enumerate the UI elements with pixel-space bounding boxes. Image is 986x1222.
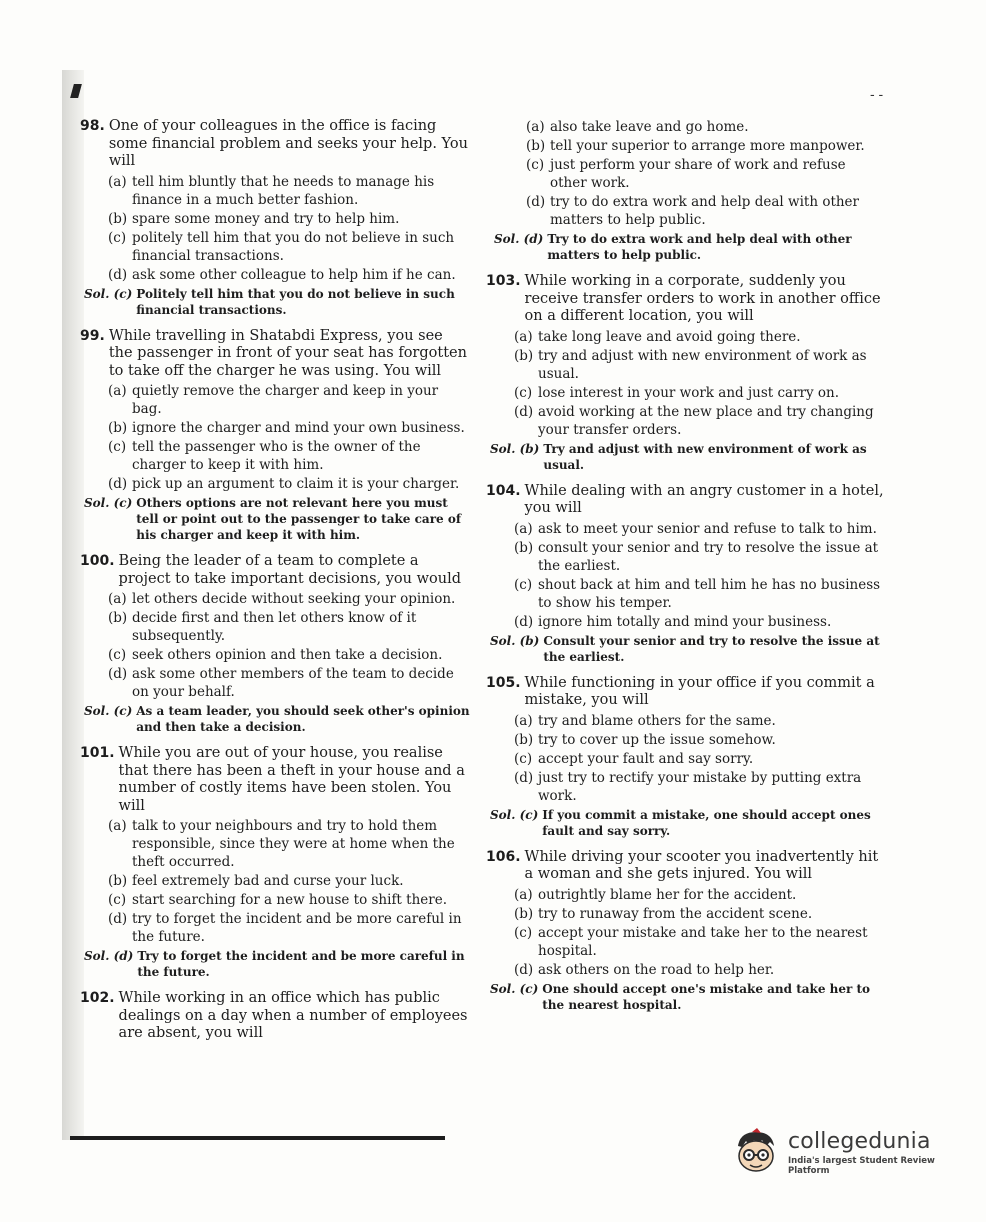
option-tag: (b) [514, 731, 534, 748]
solution-tag: Sol. (c) [84, 496, 133, 510]
option-text: take long leave and avoid going there. [538, 328, 801, 345]
option-text: tell your superior to arrange more manpower. [550, 138, 865, 154]
question-block [486, 483, 884, 665]
option-tag: (c) [526, 157, 545, 173]
option-tag: (a) [514, 886, 533, 903]
option-item [108, 665, 470, 701]
option-text: pick up an argument to claim it is your charger. [132, 476, 460, 492]
question-text: While driving your scooter you inadvertently hit a woman and she gets injured. You will [524, 848, 879, 882]
option-item [514, 924, 884, 960]
option-item [526, 137, 884, 155]
question-text: One of your colleagues in the office is facing some financial problem and seeks your help. You will [108, 118, 468, 169]
option-text: lose interest in your work and just carry on. [538, 384, 840, 401]
option-item [108, 910, 470, 946]
option-tag: (c) [514, 576, 533, 593]
option-list [514, 520, 884, 631]
question-stem [80, 328, 470, 381]
option-text: try to cover up the issue somehow. [538, 731, 776, 748]
option-text: shout back at him and tell him he has no business to show his temper. [538, 576, 881, 611]
option-list [108, 173, 470, 284]
option-tag: (b) [108, 610, 128, 626]
option-list [108, 817, 470, 946]
solution-text: Try and adjust with new environment of work as usual. [543, 441, 867, 472]
option-tag: (a) [514, 520, 533, 537]
solution-tag: Sol. (d) [84, 949, 134, 963]
option-text: outrightly blame her for the accident. [538, 886, 797, 903]
question-number: 100. [80, 553, 115, 569]
option-item [514, 403, 884, 439]
option-tag: (b) [108, 873, 128, 889]
option-text: accept your fault and say sorry. [538, 750, 754, 767]
question-block [80, 745, 470, 980]
option-tag: (a) [108, 173, 127, 190]
option-text: ask others on the road to help her. [538, 961, 775, 978]
option-item [108, 419, 470, 437]
option-text: try and blame others for the same. [538, 712, 776, 729]
option-text: also take leave and go home. [550, 119, 749, 135]
option-text: start searching for a new house to shift there. [132, 892, 447, 908]
option-text: seek others opinion and then take a decision. [132, 647, 443, 663]
option-tag: (b) [108, 210, 128, 227]
option-item [514, 384, 884, 402]
solution [490, 807, 884, 839]
question-stem [486, 483, 884, 518]
question-stem [80, 118, 470, 171]
option-item [526, 156, 884, 192]
question-text: While dealing with an angry customer in a hotel, you will [524, 482, 884, 516]
option-item [108, 475, 470, 493]
option-item [108, 609, 470, 645]
solution-text: Others options are not relevant here you must tell or point out to the passenger to take care of his charger and keep it with him. [136, 496, 461, 542]
collegedunia-logo [730, 1120, 960, 1184]
option-text: feel extremely bad and curse your luck. [132, 873, 404, 889]
question-block [80, 553, 470, 735]
corner-mark: - - [870, 86, 884, 102]
option-item [108, 438, 470, 474]
solution [490, 981, 884, 1013]
option-item [514, 328, 884, 346]
option-tag: (d) [514, 613, 534, 630]
option-list [108, 382, 470, 493]
solution-text: Politely tell him that you do not believe in such financial transactions. [136, 286, 455, 317]
option-tag: (b) [526, 138, 546, 154]
option-item [514, 520, 884, 538]
solution-tag: Sol. (c) [84, 704, 133, 718]
question-number: 102. [80, 990, 115, 1006]
question-text: While working in a corporate, suddenly you receive transfer orders to work in another office on a different location, you will [524, 273, 881, 324]
question-number: 106. [486, 848, 521, 865]
option-text: ask to meet your senior and refuse to talk to him. [538, 520, 877, 537]
question-number: 98. [80, 118, 105, 134]
solution [84, 286, 470, 318]
option-text: just try to rectify your mistake by putting extra work. [538, 769, 862, 804]
question-block [486, 675, 884, 839]
solution-text: As a team leader, you should seek other's opinion and then take a decision. [136, 704, 470, 734]
right-column [486, 118, 884, 1023]
option-tag: (d) [514, 961, 534, 978]
solution-tag: Sol. (c) [490, 807, 539, 822]
option-tag: (c) [108, 647, 127, 663]
option-item [514, 961, 884, 979]
question-block [80, 118, 470, 318]
logo-tagline: India's largest Student Review Platform [788, 1155, 935, 1176]
option-item [108, 891, 470, 909]
question-number: 103. [486, 273, 521, 289]
solution-tag: Sol. (c) [490, 981, 539, 996]
solution-text: Try to forget the incident and be more careful in the future. [137, 949, 465, 979]
option-list [514, 712, 884, 805]
solution-tag: Sol. (b) [490, 633, 540, 648]
solution [494, 231, 884, 263]
question-number: 101. [80, 745, 115, 761]
question-stem [486, 675, 884, 710]
question-text: While you are out of your house, you realise that there has been a theft in your house and a number of costly items have been stolen. You will [118, 745, 465, 814]
option-tag: (d) [108, 666, 128, 682]
option-item [514, 731, 884, 749]
question-stem [80, 990, 470, 1043]
option-tag: (d) [108, 266, 128, 283]
solution [84, 948, 470, 980]
option-text: quietly remove the charger and keep in your bag. [132, 383, 439, 417]
solution-tag: Sol. (c) [84, 286, 133, 301]
option-item [108, 817, 470, 871]
option-text: let others decide without seeking your opinion. [132, 591, 456, 607]
solution [490, 633, 884, 665]
option-tag: (d) [514, 769, 534, 786]
option-tag: (d) [514, 403, 534, 420]
option-tag: (b) [514, 905, 534, 922]
question-block [80, 328, 470, 544]
option-text: just perform your share of work and refuse other work. [550, 157, 846, 191]
option-tag: (a) [108, 818, 127, 834]
option-item [108, 173, 470, 209]
option-text: tell the passenger who is the owner of the charger to keep it with him. [132, 439, 421, 473]
question-number: 99. [80, 327, 105, 344]
question-text: While functioning in your office if you commit a mistake, you will [524, 674, 875, 708]
question-number: 105. [486, 674, 521, 691]
solution [490, 441, 884, 473]
option-text: ignore the charger and mind your own business. [132, 420, 465, 436]
option-item [514, 712, 884, 730]
option-tag: (d) [108, 476, 128, 492]
option-text: decide first and then let others know of it subsequently. [132, 610, 417, 644]
question-block [486, 849, 884, 1013]
option-item [514, 886, 884, 904]
option-tag: (b) [514, 347, 534, 364]
option-text: try to do extra work and help deal with other matters to help public. [550, 194, 860, 228]
option-tag: (b) [108, 420, 128, 436]
option-tag: (b) [514, 539, 534, 556]
option-item [514, 539, 884, 575]
option-tag: (a) [514, 712, 533, 729]
option-text: ignore him totally and mind your business. [538, 613, 832, 630]
question-stem [486, 273, 884, 326]
option-item [514, 769, 884, 805]
logo-name: collegedunia [788, 1128, 931, 1154]
question-stem [80, 553, 470, 588]
solution-text: If you commit a mistake, one should accept ones fault and say sorry. [542, 807, 871, 838]
option-text: ask some other colleague to help him if he can. [132, 266, 456, 283]
question-stem [486, 849, 884, 884]
option-text: tell him bluntly that he needs to manage his finance in a much better fashion. [132, 173, 435, 208]
question-text: Being the leader of a team to complete a project to take important decisions, you would [118, 553, 462, 587]
solution-tag: Sol. (d) [494, 232, 544, 246]
option-item [526, 118, 884, 136]
option-text: avoid working at the new place and try changing your transfer orders. [538, 403, 874, 438]
option-item [514, 613, 884, 631]
question-block [80, 990, 470, 1043]
student-mascot-icon [730, 1126, 782, 1178]
option-list [108, 590, 470, 701]
question-block [486, 273, 884, 473]
option-item [514, 576, 884, 612]
option-tag: (c) [108, 892, 127, 908]
question-text: While working in an office which has public dealings on a day when a number of employees are absent, you will [118, 990, 468, 1041]
option-text: ask some other members of the team to decide on your behalf. [132, 666, 454, 700]
left-column [80, 118, 470, 1053]
option-tag: (c) [514, 384, 533, 401]
option-tag: (d) [108, 911, 128, 927]
option-item [108, 872, 470, 890]
option-tag: (d) [526, 194, 546, 210]
bottom-rule [70, 1136, 445, 1140]
option-item [514, 905, 884, 923]
option-item [514, 347, 884, 383]
q102-continued-options [494, 118, 884, 263]
option-tag: (a) [108, 591, 127, 607]
option-item [108, 382, 470, 418]
option-tag: (a) [108, 383, 127, 399]
option-tag: (a) [514, 328, 533, 345]
option-text: consult your senior and try to resolve the issue at the earliest. [538, 539, 879, 574]
solution-text: One should accept one's mistake and take her to the nearest hospital. [542, 981, 871, 1012]
option-tag: (c) [108, 439, 127, 455]
option-text: politely tell him that you do not believe in such financial transactions. [132, 229, 455, 264]
option-text: try and adjust with new environment of work as usual. [538, 347, 867, 382]
option-text: talk to your neighbours and try to hold them responsible, since they were at home when the theft occurred. [132, 818, 455, 870]
option-text: accept your mistake and take her to the nearest hospital. [538, 924, 868, 959]
option-item [108, 590, 470, 608]
solution [84, 495, 470, 543]
option-tag: (c) [514, 750, 533, 767]
solution-text: Try to do extra work and help deal with other matters to help public. [547, 232, 852, 262]
option-tag: (c) [108, 229, 127, 246]
option-item [108, 229, 470, 265]
option-tag: (a) [526, 119, 545, 135]
option-item [514, 750, 884, 768]
option-text: spare some money and try to help him. [132, 210, 400, 227]
solution-text: Consult your senior and try to resolve the issue at the earliest. [543, 633, 880, 664]
solution [84, 703, 470, 735]
option-tag: (c) [514, 924, 533, 941]
option-item [108, 646, 470, 664]
option-item [108, 210, 470, 228]
question-stem [80, 745, 470, 815]
option-item [108, 266, 470, 284]
option-list [514, 886, 884, 979]
question-number: 104. [486, 482, 521, 499]
option-text: try to runaway from the accident scene. [538, 905, 813, 922]
option-item [526, 193, 884, 229]
option-text: try to forget the incident and be more careful in the future. [132, 911, 462, 945]
solution-tag: Sol. (b) [490, 441, 540, 456]
option-list [514, 328, 884, 439]
question-text: While travelling in Shatabdi Express, you see the passenger in front of your seat has forgotten to take off the charger he was using. You will [108, 327, 467, 379]
